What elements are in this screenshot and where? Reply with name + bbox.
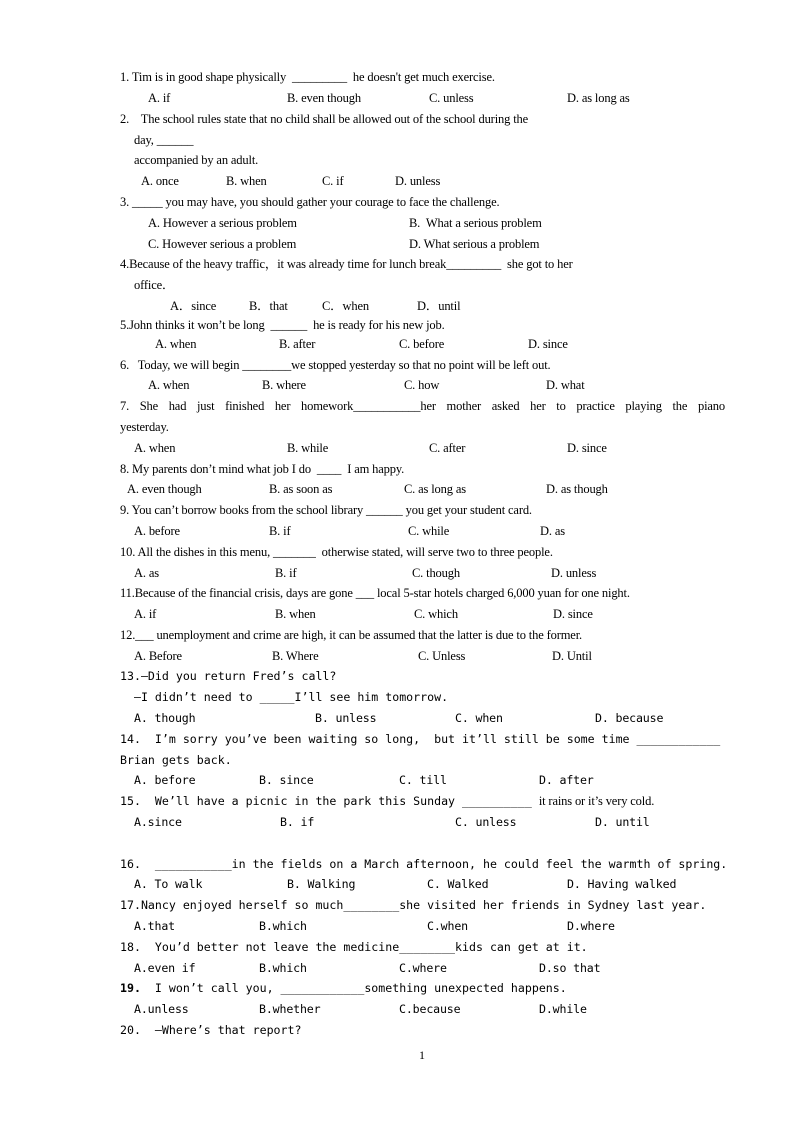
question-8-option-a: A. even though — [127, 482, 202, 496]
question-2-option-a: A. once — [141, 174, 179, 188]
question-17-option-b: B.which — [259, 919, 307, 933]
question-18-stem: 18. You’d better not leave the medicine________kids can get at it. — [120, 940, 588, 954]
question-16-option-b: B. Walking — [287, 877, 356, 891]
question-14-stem-line-2: Brian gets back. — [120, 753, 232, 767]
question-4-stem-line-2: office． — [134, 278, 175, 292]
question-4-option-a: A．since — [170, 299, 217, 313]
question-7-stem-line-2: yesterday. — [120, 420, 169, 434]
question-10-option-a: A. as — [134, 566, 159, 580]
question-8-stem: 8. My parents don’t mind what job I do ____ I am happy. — [120, 462, 405, 476]
question-19-stem-text: I won’t call you, ____________something unexpected happens. — [140, 981, 567, 995]
question-11-option-c: C. which — [414, 607, 458, 621]
question-18-option-d: D.so that — [539, 961, 601, 975]
question-11-stem: 11.Because of the financial crisis, days are gone ___ local 5-star hotels charged 6,000 yuan for one night. — [120, 586, 630, 600]
question-17-option-a: A.that — [134, 919, 175, 933]
question-10-option-b: B. if — [275, 566, 297, 580]
question-13-option-b: B. unless — [315, 711, 377, 725]
question-5-option-d: D. since — [528, 337, 568, 351]
question-14-option-c: C. till — [399, 773, 447, 787]
question-9-option-b: B. if — [269, 524, 291, 538]
question-2-stem-line-2: day, ______ — [134, 133, 194, 147]
question-19-option-d: D.while — [539, 1002, 587, 1016]
question-8-option-d: D. as though — [546, 482, 608, 496]
question-1-option-c: C. unless — [429, 91, 474, 105]
question-17-stem: 17.Nancy enjoyed herself so much________she visited her friends in Sydney last year. — [120, 898, 707, 912]
question-13-stem-line-1: 13.—Did you return Fred’s call? — [120, 669, 337, 683]
question-14-option-b: B. since — [259, 773, 314, 787]
question-19-stem — [120, 980, 567, 996]
question-6-option-a: A. when — [148, 378, 190, 392]
question-10-stem: 10. All the dishes in this menu, _______ otherwise stated, will serve two to three people. — [120, 545, 553, 559]
question-15-option-a: A.since — [134, 815, 182, 829]
question-7-stem-line-1: 7. She had just finished her homework___________her mother asked her to practice playing the piano — [120, 399, 725, 413]
question-11-option-b: B. when — [275, 607, 316, 621]
question-10-option-d: D. unless — [551, 566, 597, 580]
question-1-option-b: B. even though — [287, 91, 361, 105]
question-1-option-d: D. as long as — [567, 91, 630, 105]
question-19-option-a: A.unless — [134, 1002, 189, 1016]
question-5-option-a: A. when — [155, 337, 197, 351]
question-18-option-a: A.even if — [134, 961, 196, 975]
question-5-option-b: B. after — [279, 337, 316, 351]
question-2-stem-line-1: 2. The school rules state that no child shall be allowed out of the school during the — [120, 112, 529, 126]
question-2-option-c: C. if — [322, 174, 344, 188]
question-2-stem-line-3: accompanied by an adult. — [134, 153, 259, 167]
question-13-option-c: C. when — [455, 711, 503, 725]
question-19-number: 19. — [120, 981, 141, 995]
question-9-option-c: C. while — [408, 524, 450, 538]
question-9-option-d: D. as — [540, 524, 565, 538]
question-2-option-d: D. unless — [395, 174, 441, 188]
question-16-option-c: C. Walked — [427, 877, 489, 891]
question-3-stem: 3. _____ you may have, you should gather your courage to face the challenge. — [120, 195, 500, 209]
question-1-option-a: A. if — [148, 91, 171, 105]
question-7-option-d: D. since — [567, 441, 607, 455]
question-4-option-c: C．when — [322, 299, 370, 313]
question-8-option-b: B. as soon as — [269, 482, 333, 496]
question-19-option-c: C.because — [399, 1002, 461, 1016]
question-1-stem: 1. Tim is in good shape physically _________ he doesn't get much exercise. — [120, 70, 495, 84]
question-18-option-b: B.which — [259, 961, 307, 975]
question-17-option-c: C.when — [427, 919, 468, 933]
question-13-stem-line-2: —I didn’t need to _____I’ll see him tomorrow. — [120, 690, 449, 704]
question-3-option-c: C. However serious a problem — [148, 237, 297, 251]
question-16-option-d: D. Having walked — [567, 877, 677, 891]
question-7-option-a: A. when — [134, 441, 176, 455]
question-15-option-d: D. until — [595, 815, 650, 829]
question-6-stem: 6. Today, we will begin ________we stopped yesterday so that no point will be left out. — [120, 358, 551, 372]
question-17-option-d: D.where — [567, 919, 615, 933]
question-3-option-a: A. However a serious problem — [148, 216, 297, 230]
question-5-stem: 5.John thinks it won’t be long ______ he is ready for his new job. — [120, 318, 445, 332]
question-16-option-a: A. To walk — [134, 877, 203, 891]
question-12-stem: 12.___ unemployment and crime are high, it can be assumed that the latter is due to the former. — [120, 628, 583, 642]
question-15-option-c: C. unless — [455, 815, 517, 829]
question-11-option-d: D. since — [553, 607, 593, 621]
question-12-option-b: B. Where — [272, 649, 319, 663]
question-15-stem-part-2: it rains or it’s very cold. — [538, 794, 655, 808]
question-3-option-d: D. What serious a problem — [409, 237, 540, 251]
question-15-stem-part-1: 15. We’ll have a picnic in the park this Sunday __________ — [120, 794, 539, 808]
question-4-option-b: B．that — [249, 299, 288, 313]
question-13-option-d: D. because — [595, 711, 664, 725]
question-8-option-c: C. as long as — [404, 482, 466, 496]
question-14-option-a: A. before — [134, 773, 196, 787]
question-7-option-c: C. after — [429, 441, 466, 455]
question-12-option-d: D. Until — [552, 649, 592, 663]
question-12-option-a: A. Before — [134, 649, 182, 663]
question-4-option-d: D．until — [417, 299, 461, 313]
question-2-option-b: B. when — [226, 174, 267, 188]
question-5-option-c: C. before — [399, 337, 445, 351]
question-9-option-a: A. before — [134, 524, 180, 538]
question-14-stem-line-1: 14. I’m sorry you’ve been waiting so long, but it’ll still be some time ____________ — [120, 732, 721, 746]
question-9-stem: 9. You can’t borrow books from the school library ______ you get your student card. — [120, 503, 532, 517]
question-19-option-b: B.whether — [259, 1002, 321, 1016]
question-3-option-b: B. What a serious problem — [409, 216, 542, 230]
question-14-option-d: D. after — [539, 773, 594, 787]
question-4-stem-line-1: 4.Because of the heavy traffic，it was already time for lunch break_________ she got to her — [120, 257, 573, 271]
question-11-option-a: A. if — [134, 607, 157, 621]
question-12-option-c: C. Unless — [418, 649, 466, 663]
page-number: 1 — [419, 1048, 425, 1062]
question-7-option-b: B. while — [287, 441, 329, 455]
question-20-stem: 20. —Where’s that report? — [120, 1023, 302, 1037]
question-16-stem: 16. ___________in the fields on a March afternoon, he could feel the warmth of spring. — [120, 857, 728, 871]
question-15-stem — [120, 793, 654, 809]
question-6-option-b: B. where — [262, 378, 306, 392]
question-15-option-b: B. if — [280, 815, 315, 829]
question-13-option-a: A. though — [134, 711, 196, 725]
question-6-option-c: C. how — [404, 378, 440, 392]
question-18-option-c: C.where — [399, 961, 447, 975]
question-10-option-c: C. though — [412, 566, 460, 580]
question-6-option-d: D. what — [546, 378, 585, 392]
